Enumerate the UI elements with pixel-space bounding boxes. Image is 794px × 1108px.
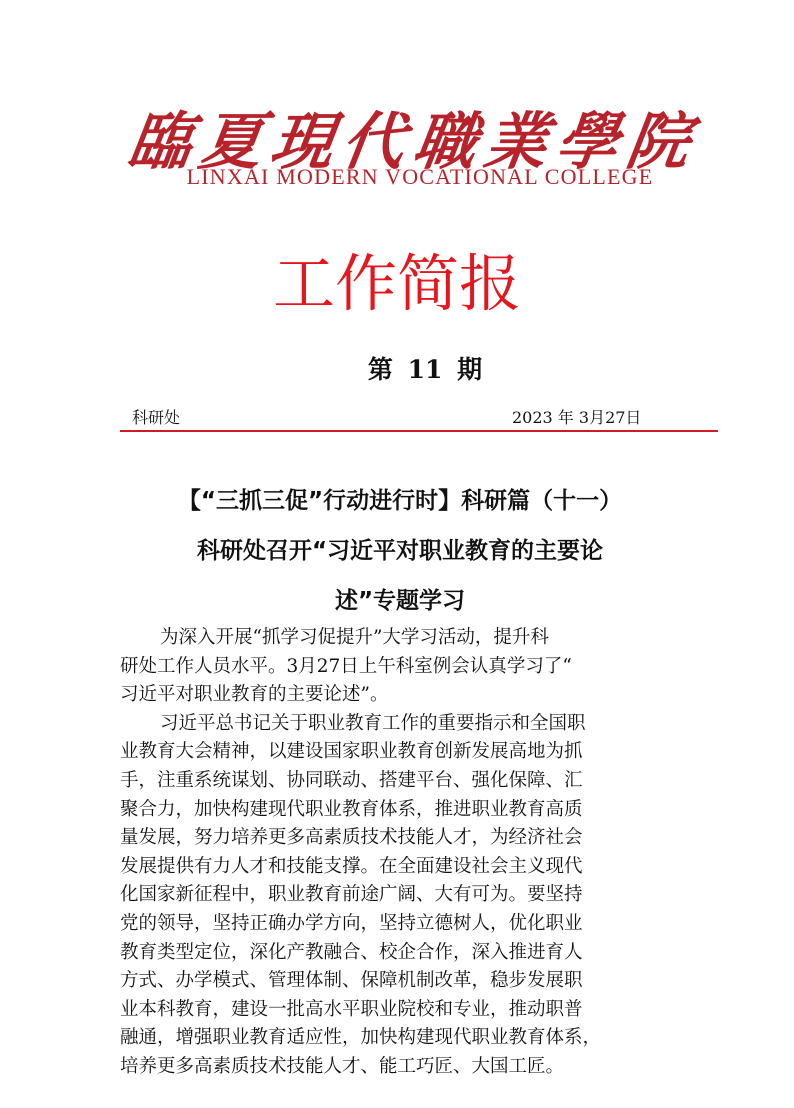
logo-char: 學 bbox=[551, 104, 624, 178]
body-line: 方式、办学模式、管理体制、保障机制改革，稳步发展职 bbox=[120, 970, 583, 992]
body-line: 习近平总书记关于职业教育工作的重要指示和全国职 bbox=[160, 712, 586, 734]
body-line: 业本科教育，建设一批高水平职业院校和专业，推动职普 bbox=[120, 998, 583, 1020]
logo-char: 臨 bbox=[124, 104, 197, 178]
logo-char: 代 bbox=[337, 104, 410, 178]
article-body bbox=[120, 624, 665, 1082]
issue-number: 第 11 期 bbox=[367, 355, 483, 384]
department-label: 科研处 bbox=[132, 408, 181, 427]
header-divider bbox=[120, 430, 718, 432]
body-line: 融通，增强职业教育适应性，加快构建现代职业教育体系， bbox=[120, 1027, 602, 1049]
logo-char: 院 bbox=[622, 104, 695, 178]
body-line: 化国家新征程中，职业教育前途广阔、大有可为。要坚持 bbox=[120, 884, 583, 906]
logo-char: 職 bbox=[408, 104, 482, 178]
body-line: 量发展，努力培养更多高素质技术技能人才，为经济社会 bbox=[120, 827, 583, 849]
article-title-line: 【“三抓三促”行动进行时】科研篇（十一） bbox=[177, 488, 623, 514]
body-line: 习近平对职业教育的主要论述”。 bbox=[120, 684, 389, 706]
issue-date: 2023 年 3月27日 bbox=[512, 408, 642, 427]
body-line: 培养更多高素质技术技能人才、能工巧匠、大国工匠。 bbox=[120, 1055, 565, 1077]
body-line: 党的领导，坚持正确办学方向，坚持立德树人，优化职业 bbox=[120, 912, 583, 934]
body-line: 发展提供有力人才和技能支撑。在全面建设社会主义现代 bbox=[120, 855, 583, 877]
body-line: 手，注重系统谋划、协同联动、搭建平台、强化保障、汇 bbox=[120, 769, 583, 791]
body-line: 教育类型定位，深化产教融合、校企合作，深入推进育人 bbox=[120, 941, 583, 963]
publication-title: 工作简报 bbox=[272, 247, 521, 320]
body-line: 为深入开展“抓学习促提升”大学习活动，提升科 bbox=[160, 627, 549, 648]
logo-char: 業 bbox=[479, 104, 553, 178]
college-logo-english: LINXAI MODERN VOCATIONAL COLLEGE bbox=[186, 164, 654, 189]
body-line: 研处工作人员水平。3月27日上午科室例会认真学习了“ bbox=[120, 655, 572, 677]
article-title bbox=[100, 476, 700, 626]
logo-char: 夏 bbox=[195, 104, 268, 178]
article-title-line: 科研处召开“习近平对职业教育的主要论 bbox=[196, 538, 604, 564]
body-line: 聚合力，加快构建现代职业教育体系，推进职业教育高质 bbox=[120, 798, 583, 820]
article-title-line: 述”专题学习 bbox=[334, 588, 466, 614]
logo-char: 現 bbox=[266, 104, 339, 178]
body-line: 业教育大会精神，以建设国家职业教育创新发展高地为抓 bbox=[120, 741, 583, 763]
